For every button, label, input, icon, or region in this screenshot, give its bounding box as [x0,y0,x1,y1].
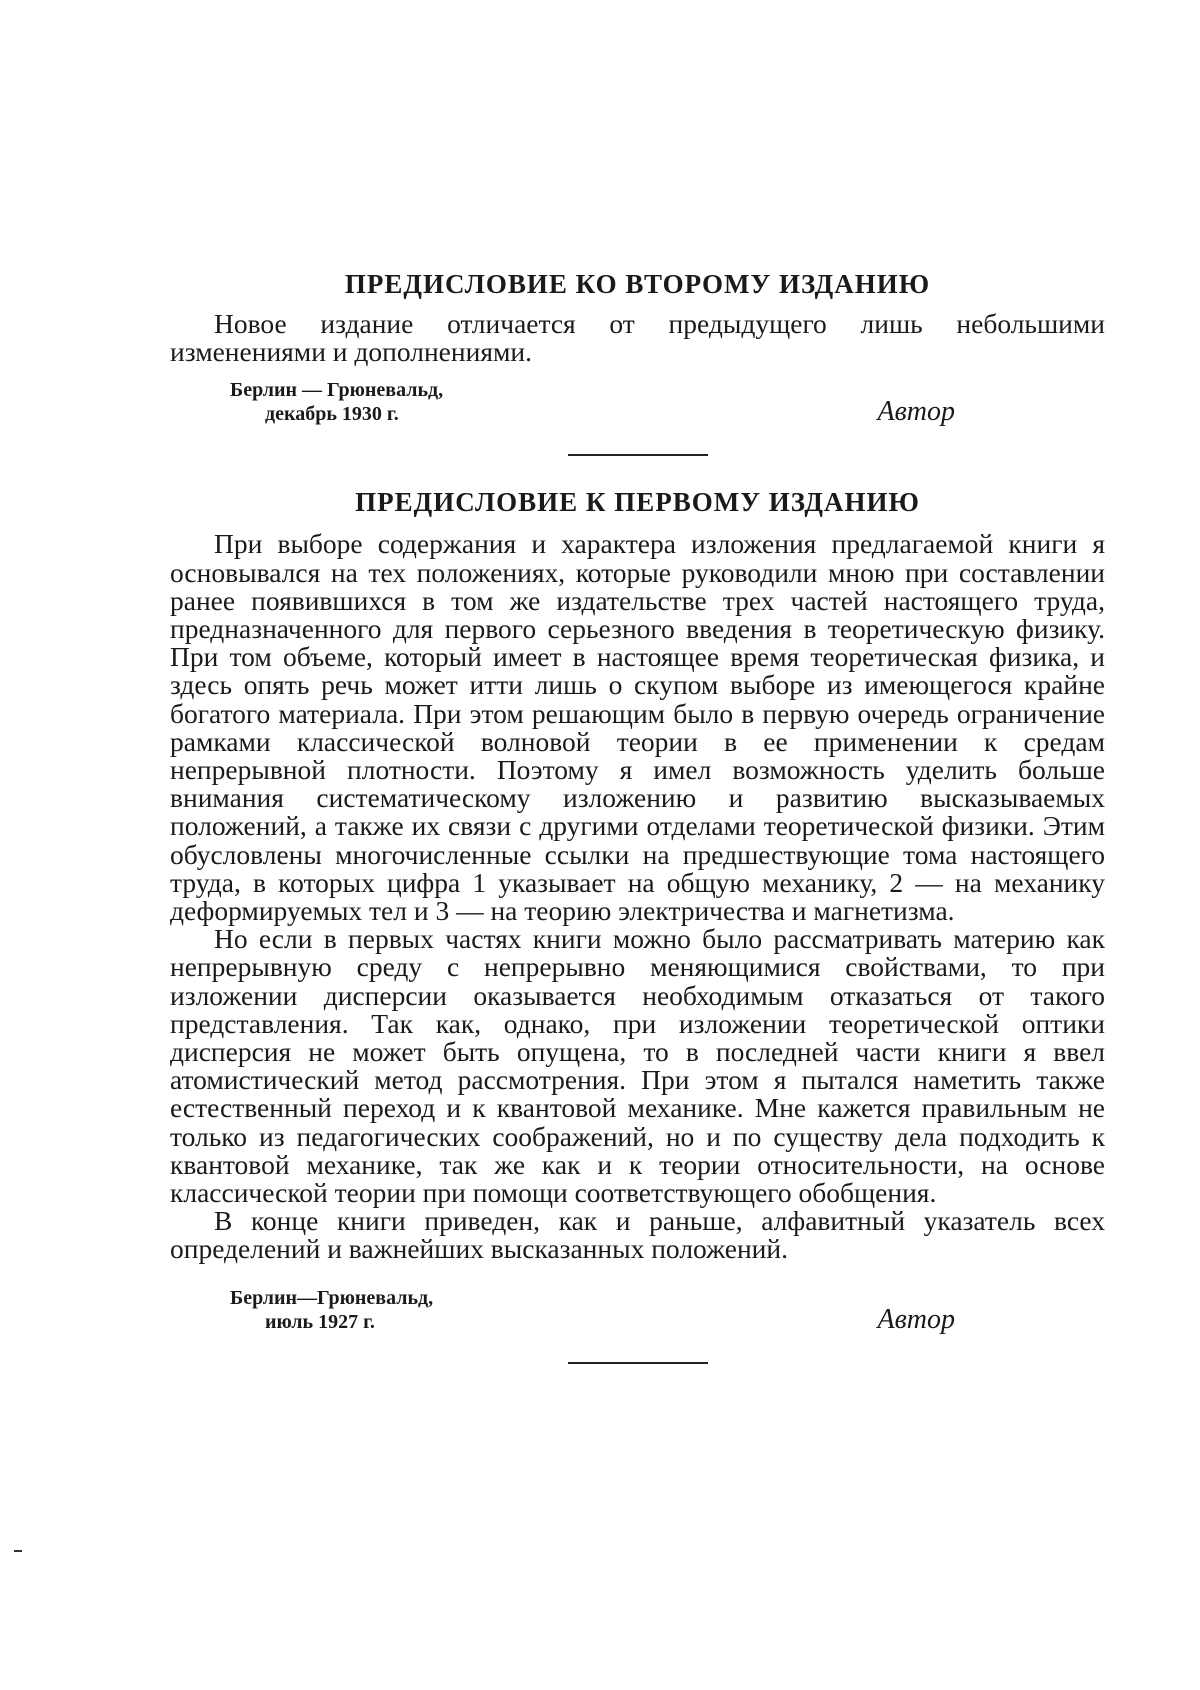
preface-first-paragraph-1: При выборе содержания и характера изложения предлагаемой книги я основывался на тех положениях, которые руководили мною при составлении ранее появившихся в том же издательстве трех частей настоящего труда, предназначенного для первого серьезного введения в теоретическую физику. При том объеме, который имеет в настоящее время теоретическая физика, и здесь опять речь может итти лишь о скупом выборе из имеющегося крайне богатого материала. При этом решающим было в первую очередь ограничение рамками классической волновой теории в ее применении к средам непрерывной плотности. Поэтому я имел возможность уделить больше внимания систематическому изложению и развитию высказываемых положений, а также их связи с другими отделами теоретической физики. Этим обусловлены многочисленные ссылки на предшествующие тома настоящего труда, в которых цифра 1 указывает на общую механику, 2 — на механику деформируемых тел и 3 — на теорию электричества и магнетизма. [170,528,1105,927]
signature-author: Автор [877,1303,955,1335]
preface-first-paragraph-2: Но если в первых частях книги можно было рассматривать материю как непрерывную среду с непрерывно меняющимися свойствами, то при изложении дисперсии оказывается необходимым отказаться от такого представления. Так как, однако, при изложении теоретической оптики дисперсия не может быть опущена, то в последней части книги я ввел атомистический метод рассмотрения. При этом я пытался наметить также естественный переход и к квантовой механике. Мне кажется правильным не только из педагогических соображений, но и по существу дела подходить к квантовой механике, так же как и к теории относительности, на основе классической теории при помощи соответствующего обобщения. [170,923,1105,1209]
preface-first-body [170,530,1105,1263]
preface-first-signature [170,1286,1105,1344]
signature-place: Берлин—Грюневальд, [230,1286,434,1309]
section-divider [568,454,708,456]
preface-second-title: ПРЕДИСЛОВИЕ КО ВТОРОМУ ИЗДАНИЮ [344,269,931,299]
signature-date: июль 1927 г. [265,1310,375,1333]
preface-second-paragraph: Новое издание отличается от предыдущего лишь небольшими изменениями и дополнениями. [170,308,1105,368]
preface-first-title: ПРЕДИСЛОВИЕ К ПЕРВОМУ ИЗДАНИЮ [355,487,920,518]
section-divider-bottom [568,1362,708,1364]
preface-second-signature [170,378,1105,436]
preface-first-paragraph-3: В конце книги приведен, как и раньше, алфавитный указатель всех определений и важнейших высказанных положений. [170,1205,1105,1265]
signature-place: Берлин — Грюневальд, [230,379,444,402]
signature-date: декабрь 1930 г. [265,403,399,426]
page-content [170,268,1105,1364]
margin-mark [14,1550,22,1552]
signature-author: Автор [877,396,955,428]
